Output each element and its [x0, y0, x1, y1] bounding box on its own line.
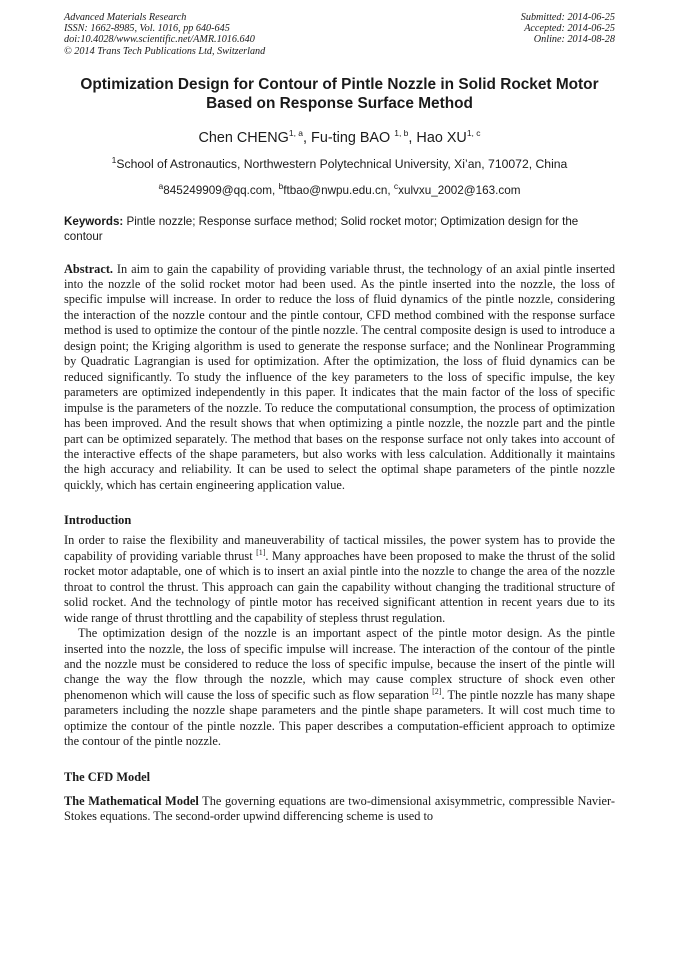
cfd-paragraph — [64, 794, 615, 825]
publication-dates — [521, 12, 615, 57]
author-affiliation-mark: 1, a — [288, 127, 304, 138]
email-separator: , — [387, 183, 394, 197]
introduction-heading: Introduction — [64, 513, 132, 528]
introduction-paragraph-2 — [64, 626, 615, 750]
author-list — [64, 124, 615, 147]
citation-1: [1] — [256, 547, 266, 557]
abstract-text: In aim to gain the capability of providing variable thrust, the technology of an axial pintle inserted into the nozzle of the solid rocket motor had been used. As the pintle inserted into the nozzle, the loss of specific impulse will increase. In order to reduce the loss of fluid dynamics of the pintle nozzle, considering the interaction of the nozzle contour and the pintle contour, CFD method combined with the response surface method is used to optimize the contour of the pintle nozzle. The central composite design is used to introduce a design point; the Kriging algorithm is used to generate the response surface; and the Nonlinear Programming by Quadratic Lagrangian is used for optimization. After the optimization, the loss of fluid dynamics can be reduced significantly. To study the influence of the key parameters to the loss of specific impulse, the key parameters are optimized independently in this paper. It indicates that the main factor of the loss of specific impulse is the parameters of the nozzle. To reduce the computational consumption, the process of optimization has been improved. And the result shows that when optimizing a pintle nozzle, the nozzle part and the pintle part can be optimized separately. The method that bases on the response surface not only takes into account of the interactive effects of the shape parameters, but also works with less calculation. Additionally it maintains the high accuracy and reliability. It can be used to select the optimal shape parameters of the pintle nozzle quickly, which has certain engineering application value. — [64, 261, 615, 492]
affiliation — [64, 153, 615, 172]
accepted-date: Accepted: 2014-06-25 — [524, 23, 615, 35]
email-address: xulvxu_2002@163.com — [398, 183, 521, 197]
online-date: Online: 2014-08-28 — [533, 34, 615, 46]
cfd-model-heading: The CFD Model — [64, 769, 151, 784]
email-mark: c — [393, 180, 399, 191]
author-name: Chen CHENG — [198, 129, 289, 146]
publication-info — [64, 12, 265, 57]
author-name: Fu-ting BAO — [311, 129, 395, 146]
journal-name: Advanced Materials Research — [64, 12, 187, 23]
copyright-line: © 2014 Trans Tech Publications Ltd, Switzerland — [64, 45, 266, 57]
intro-p1-text-a: In order to raise the flexibility and maneuverability of tactical missiles, the power system has to provide the capability of providing variable thrust — [64, 533, 615, 563]
citation-2: [2] — [432, 686, 442, 696]
paper-title — [64, 75, 615, 113]
email-mark: b — [278, 180, 284, 191]
issn-line: ISSN: 1662-8985, Vol. 1016, pp 640-645 — [64, 23, 230, 35]
author-name: Hao XU — [416, 129, 467, 146]
cfd-text: The governing equations are two-dimensional axisymmetric, compressible Navier-Stokes equations. The second-order upwind differencing scheme is used to — [64, 793, 615, 824]
email-address: ftbao@nwpu.edu.cn — [283, 183, 388, 197]
author-separator: , — [408, 129, 417, 146]
intro-p1-text-b: . Many approaches have been proposed to make the thrust of the solid rocket motor adaptable, one of which is to insert an axial pintle into the nozzle to change the area of the nozzle throat to control the thrust. This approach can gain the capability without changing the traditional structure of solid rocket. And the technology of pintle motor has received significant attention in recent years due to its wide range of thrust throttling and the capability of stepless thrust regulation. — [64, 548, 616, 625]
keywords — [64, 214, 615, 244]
author-affiliation-mark: 1, b — [394, 127, 409, 138]
author-emails — [64, 179, 615, 198]
submitted-date: Submitted: 2014-06-25 — [520, 12, 615, 23]
affiliation-mark: 1 — [111, 154, 117, 165]
keywords-label: Keywords: — [64, 214, 124, 228]
email-mark: a — [158, 180, 164, 191]
author-separator: , — [303, 129, 312, 146]
running-header — [64, 12, 615, 57]
email-address: 845249909@qq.com — [163, 183, 272, 197]
email-separator: , — [271, 183, 279, 197]
affiliation-text: School of Astronautics, Northwestern Polytechnical University, Xi’an, 710072, China — [116, 156, 568, 171]
introduction-paragraph-1 — [64, 533, 615, 626]
abstract-label: Abstract. — [64, 261, 114, 276]
intro-p2-text-a: The optimization design of the nozzle is an important aspect of the pintle motor design. As the pintle inserted into the nozzle, the loss of specific impulse will increase. The interaction of the contour of the pintle and the nozzle must be considered to reduce the loss of specific impulse, because the insert of the pintle will change the way the flow through the nozzle, which may cause complex structure of shock even other phenomenon which will cause the loss of specific such as flow separation — [64, 626, 615, 702]
keywords-text: Pintle nozzle; Response surface method; Solid rocket motor; Optimization design for the contour — [64, 214, 579, 243]
mathematical-model-runin: The Mathematical Model — [64, 793, 199, 808]
doi-line: doi:10.4028/www.scientific.net/AMR.1016.640 — [64, 34, 255, 46]
abstract — [64, 262, 615, 494]
title-line-1: Optimization Design for Contour of Pintle Nozzle in Solid Rocket Motor — [80, 75, 599, 93]
author-affiliation-mark: 1, c — [466, 127, 481, 138]
intro-p2-text-b: . The pintle nozzle has many shape parameters including the nozzle shape parameters and the pintle shape parameters. It will cost much time to optimize the contour of the pintle nozzle. This paper describes a computation-efficient approach to optimize the contour of the pintle nozzle. — [64, 687, 615, 749]
title-line-2: Based on Response Surface Method — [206, 94, 473, 112]
